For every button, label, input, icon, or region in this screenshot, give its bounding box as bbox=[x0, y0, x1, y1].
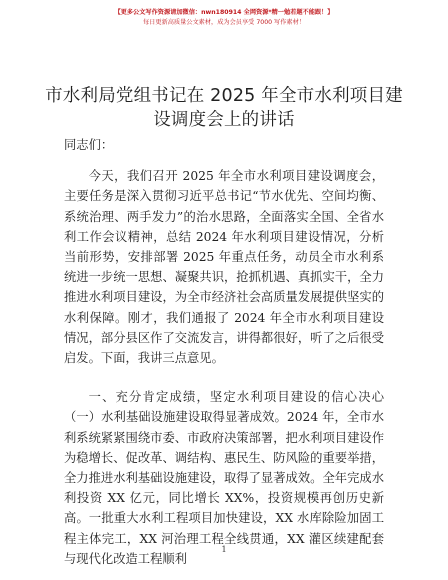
page-number: 1 bbox=[221, 545, 227, 554]
paragraph-section-1: 一、充分肯定成绩，坚定水利项目建设的信心决心（一）水利基础设施建设取得显著成效。2024 年，全市水利系统紧紧围绕市委、市政府决策部署，把水利项目建设作为稳增长、促改革、调结构、惠民生、防风险的重要举措，全力推进水利基础设施建设，取得了显著成效。全年完成水利投资 XX 亿元，同比增长 XX%，投资规模再创历史新高。一批重大水利工程项目加快建设，XX 水库除险加固工程主体完工，XX 河治理工程全线贯通，XX 灌区续建配套与现代化改造工程顺利 bbox=[64, 390, 384, 566]
promo-banner-line-2: 每日更新高质量公文素材，成为会员享受 7000 写作素材！ bbox=[143, 19, 305, 26]
promo-banner bbox=[0, 8, 448, 28]
greeting: 同志们： bbox=[64, 138, 114, 152]
promo-banner-line-1: 【更多公文写作资源请加微信：nwn180914 全网资源*精一勉若题不能跟！】 bbox=[114, 9, 334, 16]
paragraph-intro: 今天，我们召开 2025 年全市水利项目建设调度会，主要任务是深入贯彻习近平总书记“节水优先、空间均衡、系统治理、两手发力”的治水思路，全面落实全国、全省水利工作会议精神，总结 2024 年水利项目建设情况，分析当前形势，安排部署 2025 年重点任务，动员全市水利系统进一步统一思想、凝聚共识，抢抓机遇、真抓实干，全力推进水利项目建设，为全市经济社会高质量发展提供坚实的水利保障。刚才，我们通报了 2024 年全市水利项目建设情况，部分县区作了交流发言，讲得都很好，听了之后很受启发。下面，我讲三点意见。 bbox=[64, 169, 384, 366]
document-title: 市水利局党组书记在 2025 年全市水利项目建设调度会上的讲话 bbox=[45, 86, 403, 130]
document-body bbox=[64, 135, 384, 569]
